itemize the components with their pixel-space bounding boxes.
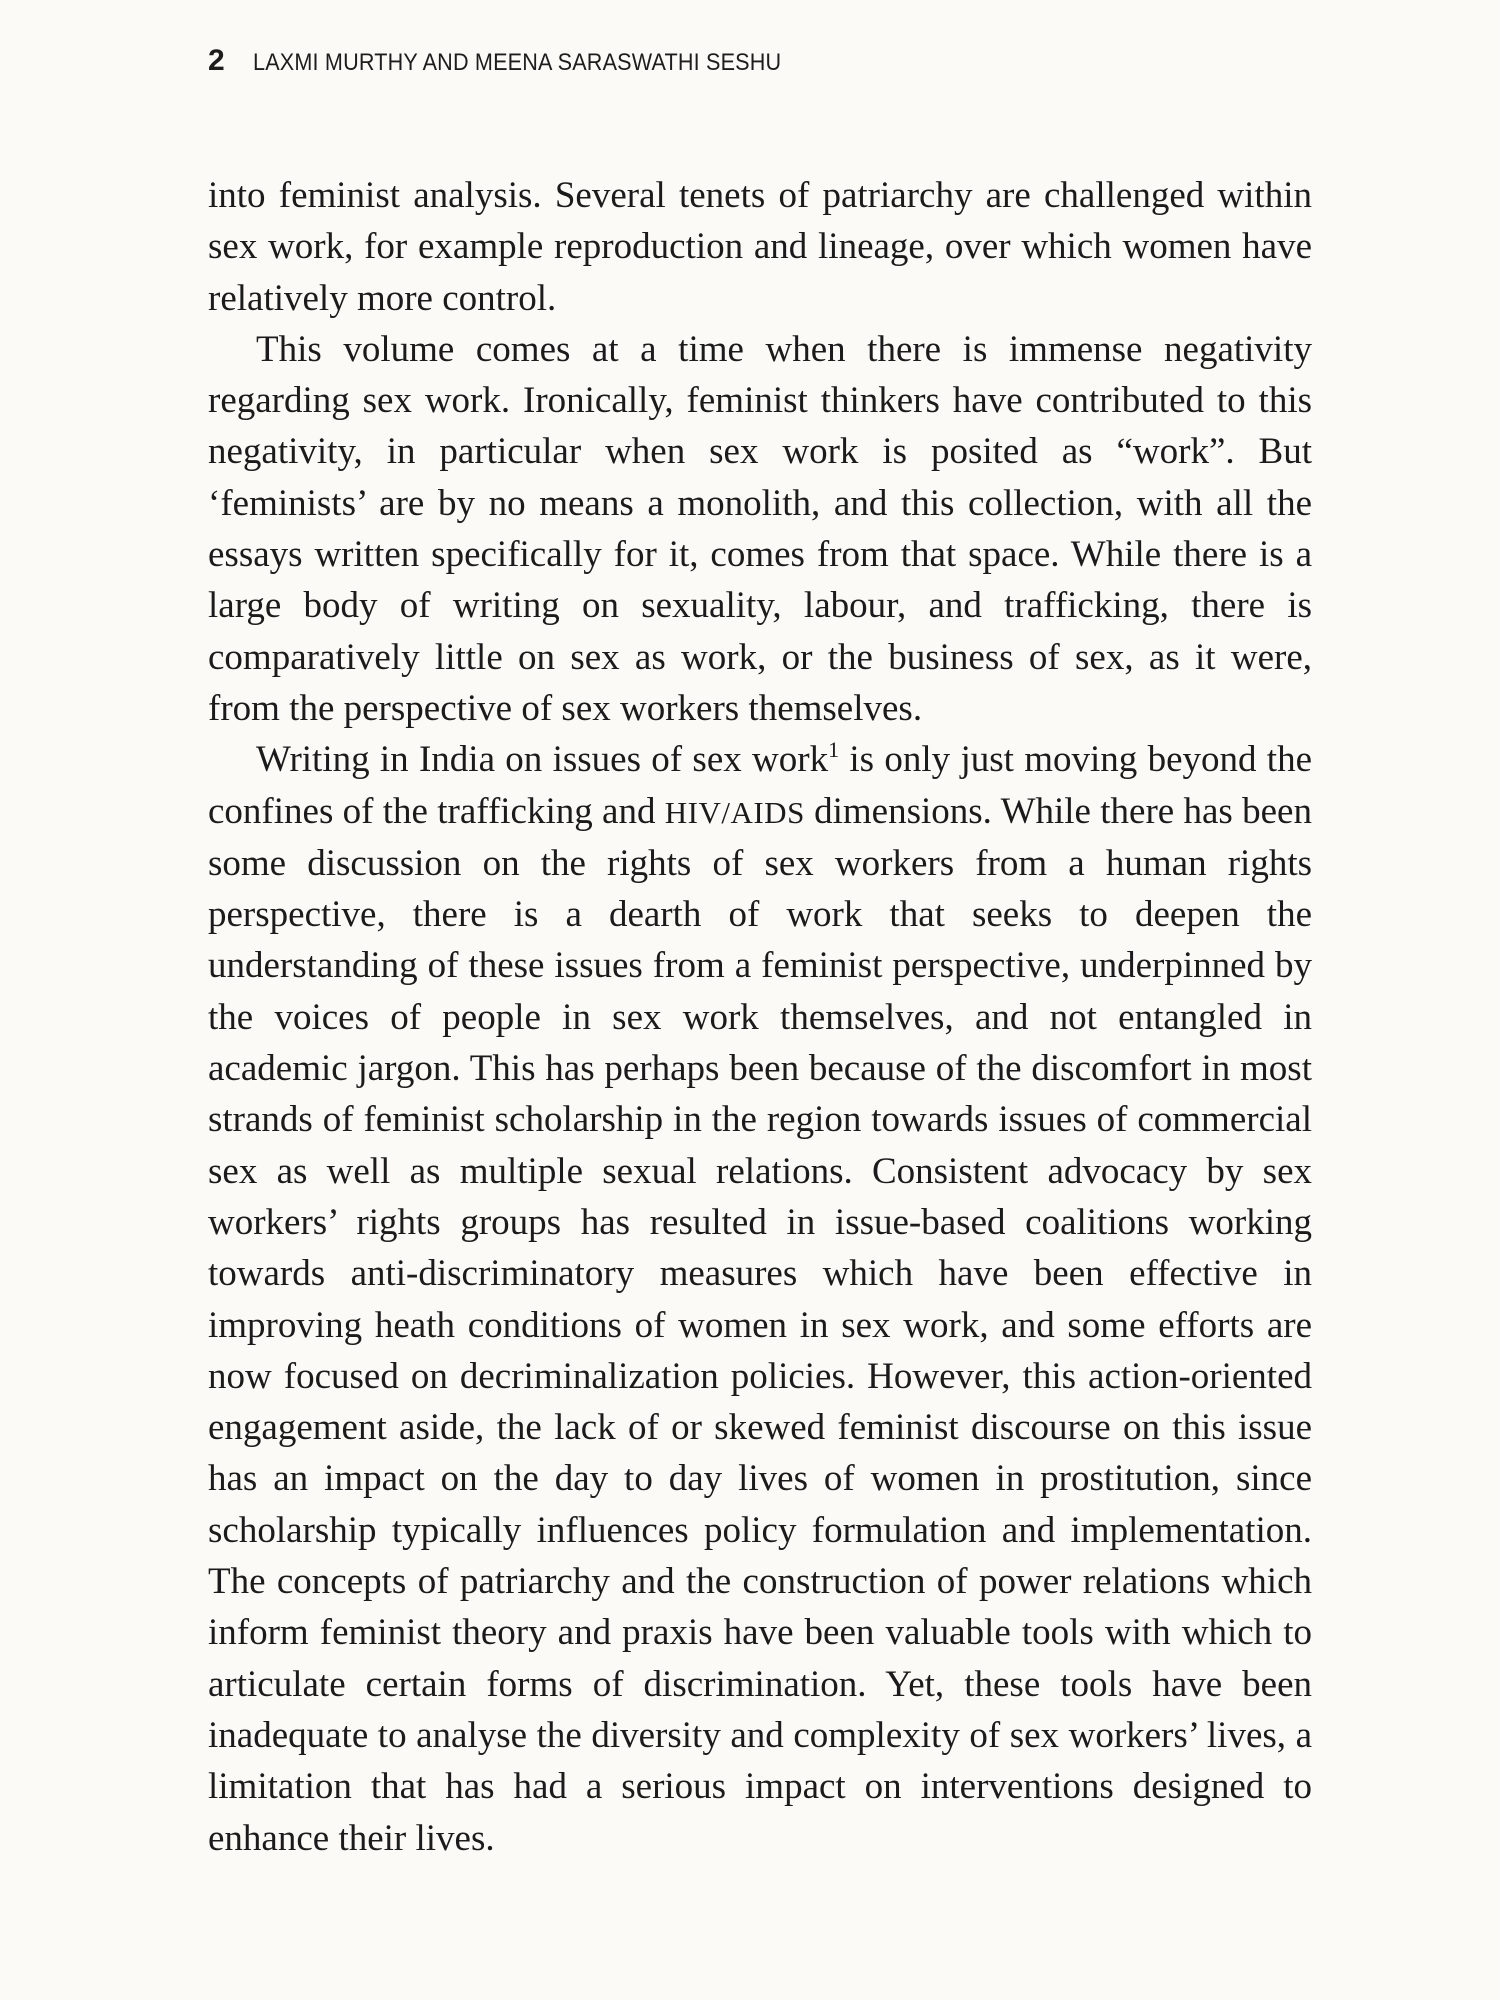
paragraph-3-middle: is only just moving beyond the confines of the trafficking and — [208, 739, 1312, 832]
hiv-aids-smallcaps: HIV/AIDS — [664, 794, 805, 830]
footnote-marker[interactable]: 1 — [828, 737, 840, 763]
body-text — [208, 170, 1312, 1864]
page-number: 2 — [208, 44, 225, 77]
paragraph-1: into feminist analysis. Several tenets of patriarchy are challenged within sex work, for example reproduction and lineage, over which women have relatively more control. — [208, 175, 1312, 319]
running-head-authors: LAXMI MURTHY AND MEENA SARASWATHI SESHU — [252, 49, 782, 76]
paragraph-3-opening: Writing in India on issues of sex work — [256, 739, 829, 781]
paragraph-3-rest: dimensions. While there has been some discussion on the rights of sex workers from a human rights perspective, there is a dearth of work that seeks to deepen the understanding of these issues from a feminist perspective, underpinned by the voices of people in sex work themselves, and not entangled in academic jargon. This has perhaps been because of the discomfort in most strands of feminist scholarship in the region towards issues of commercial sex as well as multiple sexual relations. Consistent advocacy by sex workers’ rights groups has resulted in issue-based coalitions working towards anti-discriminatory measures which have been effective in improving heath conditions of women in sex work, and some efforts are now focused on decriminalization policies. However, this action-oriented engagement aside, the lack of or skewed feminist discourse on this issue has an impact on the day to day lives of women in prostitution, since scholarship typically influences policy formulation and implementation. The concepts of patriarchy and the construction of power relations which inform feminist theory and praxis have been valuable tools with which to articulate certain forms of discrimination. Yet, these tools have been inadequate to analyse the diversity and complexity of sex workers’ lives, a limitation that has had a serious impact on interventions designed to enhance their lives. — [208, 790, 1312, 1859]
book-page — [208, 44, 1312, 1864]
paragraph-2: This volume comes at a time when there is immense negativity regarding sex work. Ironically, feminist thinkers have contributed to this negativity, in particular when sex work is posited as “work”. But ‘feminists’ are by no means a monolith, and this collection, with all the essays written specifically for it, comes from that space. While there is a large body of writing on sexuality, labour, and trafficking, there is comparatively little on sex as work, or the business of sex, as it were, from the perspective of sex workers themselves. — [208, 328, 1312, 729]
running-head — [208, 44, 1312, 84]
paragraph-3 — [208, 734, 1312, 1864]
